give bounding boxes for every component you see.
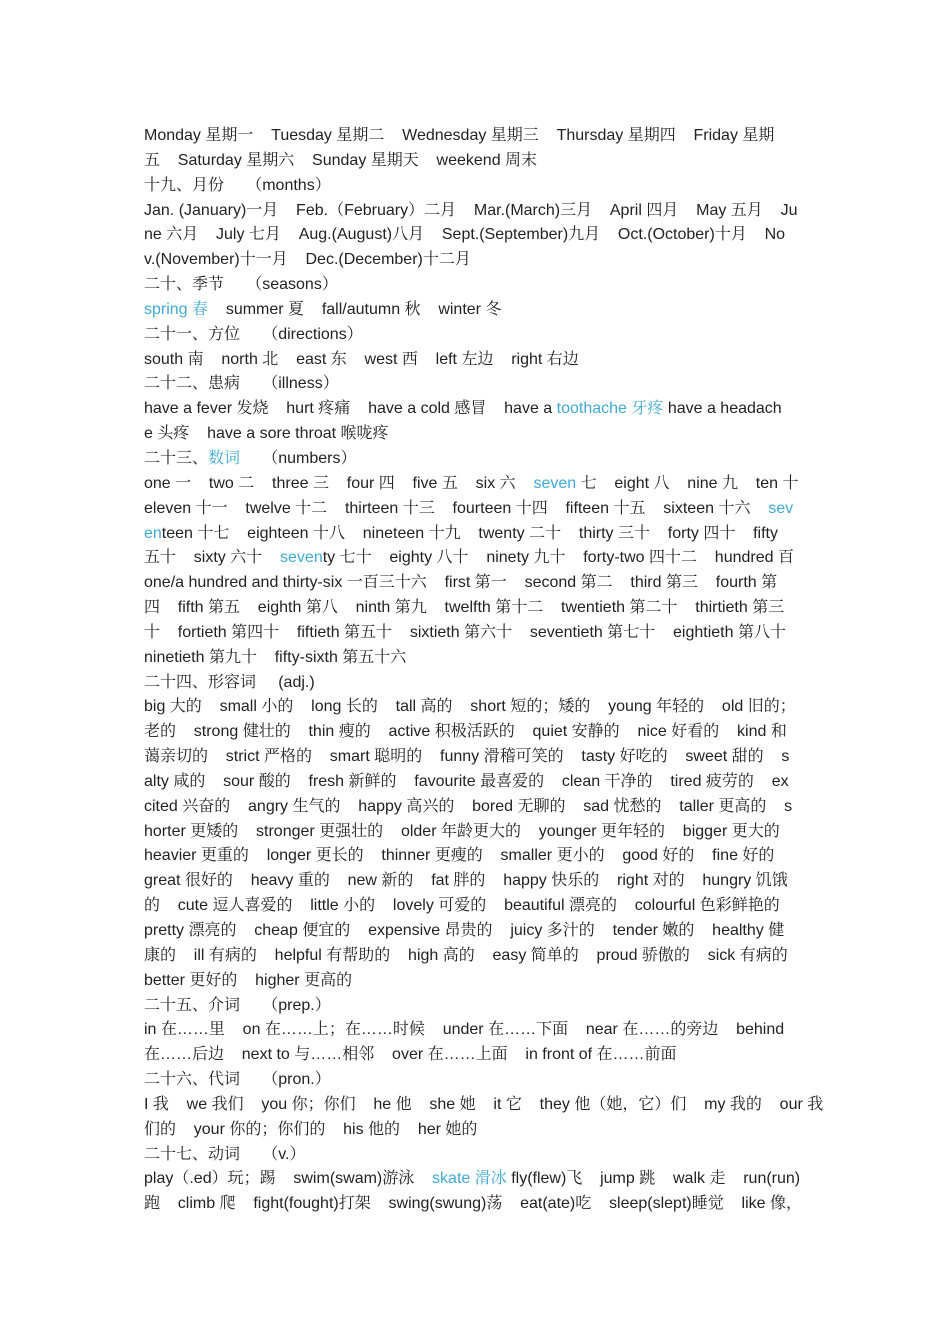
text-segment: v.(November)十一月 Dec.(December)十二月: [144, 251, 471, 269]
text-segment: south 南 north 北 east 东 west 西 left 左边 right 右边: [144, 350, 579, 368]
text-segment: eleven 十一 twelve 十二 thirteen 十三 fourteen 十四 fifteen 十五 sixteen 十六: [144, 499, 769, 517]
text-segment: have a fever 发烧 hurt 疼痛 have a cold 感冒 have a: [144, 400, 557, 418]
text-line: [144, 1192, 808, 1217]
text-line: [144, 969, 808, 994]
text-line: [144, 522, 808, 547]
highlighted-text: spring 春: [144, 300, 209, 318]
text-segment: have a headach: [663, 400, 782, 418]
text-line: [144, 149, 808, 174]
text-line: [144, 323, 808, 348]
text-segment: horter 更矮的 stronger 更强壮的 older 年龄更大的 younger 更年轻的 bigger 更大的: [144, 822, 780, 840]
text-segment: 二十四、形容词 (adj.): [144, 673, 315, 691]
text-segment: 康的 ill 有病的 helpful 有帮助的 high 高的 easy 简单的 proud 骄傲的 sick 有病的: [144, 946, 788, 964]
text-segment: alty 咸的 sour 酸的 fresh 新鲜的 favourite 最喜爱的 clean 干净的 tired 疲劳的 ex: [144, 772, 789, 790]
highlighted-text: skate 滑冰: [432, 1170, 507, 1188]
text-line: [144, 174, 808, 199]
text-line: [144, 422, 808, 447]
text-segment: I 我 we 我们 you 你；你们 he 他 she 她 it 它 they 他（她，它）们 my 我的 our 我: [144, 1095, 824, 1113]
text-segment: play（.ed）玩；踢 swim(swam)游泳: [144, 1170, 433, 1188]
text-segment: 二十六、代词 （pron.）: [144, 1071, 331, 1089]
text-segment: 二十二、患病 （illness）: [144, 375, 339, 393]
text-line: [144, 944, 808, 969]
text-line: [144, 372, 808, 397]
text-line: [144, 348, 808, 373]
text-segment: 五 Saturday 星期六 Sunday 星期天 weekend 周末: [144, 151, 538, 169]
text-line: [144, 472, 808, 497]
text-line: [144, 994, 808, 1019]
text-segment: e 头疼 have a sore throat 喉咙疼: [144, 425, 389, 443]
text-segment: 二十一、方位 （directions）: [144, 325, 363, 343]
text-line: [144, 124, 808, 149]
highlighted-text: sev: [768, 499, 794, 517]
highlighted-text: toothache 牙疼: [556, 400, 664, 418]
text-line: [144, 596, 808, 621]
text-segment: 在……后边 next to 与……相邻 over 在……上面 in front of 在……前面: [144, 1046, 677, 1064]
text-line: [144, 671, 808, 696]
text-segment: heavier 更重的 longer 更长的 thinner 更瘦的 smaller 更小的 good 好的 fine 好的: [144, 847, 775, 865]
text-line: [144, 1068, 808, 1093]
text-line: [144, 770, 808, 795]
text-line: [144, 571, 808, 596]
text-line: [144, 1093, 824, 1118]
text-segment: 的 cute 逗人喜爱的 little 小的 lovely 可爱的 beautiful 漂亮的 colourful 色彩鲜艳的: [144, 897, 780, 915]
text-line: [144, 199, 808, 224]
text-segment: ty 七十 eighty 八十 ninety 九十 forty-two 四十二 hundred 百: [322, 549, 794, 567]
text-segment: 们的 your 你的；你们的 his 他的 her 她的: [144, 1120, 478, 1138]
text-line: [144, 720, 808, 745]
highlighted-text: 数词: [208, 449, 241, 467]
text-segment: better 更好的 higher 更高的: [144, 971, 353, 989]
text-line: [144, 223, 808, 248]
text-line: [144, 795, 808, 820]
text-line: [144, 869, 808, 894]
text-segment: great 很好的 heavy 重的 new 新的 fat 胖的 happy 快乐的 right 对的 hungry 饥饿: [144, 872, 788, 890]
document-body: [144, 124, 824, 1217]
text-segment: 十九、月份 （months）: [144, 176, 331, 194]
text-line: [144, 298, 808, 323]
text-line: [144, 695, 808, 720]
text-line: [144, 745, 808, 770]
text-line: [144, 497, 808, 522]
text-segment: 老的 strong 健壮的 thin 瘦的 active 积极活跃的 quiet 安静的 nice 好看的 kind 和: [144, 723, 787, 741]
text-segment: 二十七、动词 （v.）: [144, 1145, 306, 1163]
text-line: [144, 919, 808, 944]
text-line: [144, 397, 808, 422]
text-segment: ninetieth 第九十 fifty-sixth 第五十六: [144, 648, 407, 666]
text-segment: big 大的 small 小的 long 长的 tall 高的 short 短的；矮的 young 年轻的 old 旧的；: [144, 698, 796, 716]
text-line: [144, 447, 808, 472]
text-segment: fly(flew)飞 jump 跳 walk 走 run(run): [506, 1170, 801, 1188]
text-line: [144, 1167, 808, 1192]
text-segment: teen 十七 eighteen 十八 nineteen 十九 twenty 二十 thirty 三十 forty 四十 fifty: [161, 524, 779, 542]
text-line: [144, 621, 808, 646]
text-line: [144, 1018, 808, 1043]
text-line: [144, 1143, 808, 1168]
text-segment: 二十五、介词 （prep.）: [144, 996, 331, 1014]
text-segment: 七 eight 八 nine 九 ten 十: [576, 474, 799, 492]
text-segment: ne 六月 July 七月 Aug.(August)八月 Sept.(September)九月 Oct.(October)十月 No: [144, 226, 786, 244]
text-segment: 跑 climb 爬 fight(fought)打架 swing(swung)荡 eat(ate)吃 sleep(slept)睡觉 like 像，: [144, 1195, 802, 1213]
text-line: [144, 1043, 808, 1068]
highlighted-text: seven: [533, 474, 577, 492]
text-segment: 二十、季节 （seasons）: [144, 276, 338, 294]
text-segment: Jan. (January)一月 Feb.（February）二月 Mar.(March)三月 April 四月 May 五月 Ju: [144, 201, 798, 219]
text-line: [144, 273, 808, 298]
text-segment: pretty 漂亮的 cheap 便宜的 expensive 昂贵的 juicy 多汁的 tender 嫩的 healthy 健: [144, 922, 785, 939]
text-segment: one 一 two 二 three 三 four 四 five 五 six 六: [144, 474, 534, 492]
text-segment: one/a hundred and thirty-six 一百三十六 first 第一 second 第二 third 第三 fourth 第: [144, 574, 778, 592]
text-line: [144, 248, 808, 273]
text-line: [144, 844, 808, 869]
highlighted-text: seven: [280, 549, 323, 567]
text-line: [144, 894, 808, 919]
text-segment: 二十三、: [144, 449, 209, 467]
text-line: [144, 820, 808, 845]
text-line: [144, 546, 808, 571]
text-segment: 五十 sixty 六十: [144, 549, 281, 567]
text-segment: （numbers）: [240, 449, 357, 467]
text-segment: cited 兴奋的 angry 生气的 happy 高兴的 bored 无聊的 sad 忧愁的 taller 更高的 s: [144, 797, 793, 815]
text-segment: 四 fifth 第五 eighth 第八 ninth 第九 twelfth 第十二 twentieth 第二十 thirtieth 第三: [144, 599, 785, 617]
text-segment: Monday 星期一 Tuesday 星期二 Wednesday 星期三 Thursday 星期四 Friday 星期: [144, 127, 775, 144]
text-segment: 蔼亲切的 strict 严格的 smart 聪明的 funny 滑稽可笑的 tasty 好吃的 sweet 甜的 s: [144, 748, 790, 766]
text-segment: summer 夏 fall/autumn 秋 winter 冬: [208, 300, 502, 318]
highlighted-text: en: [144, 524, 162, 542]
text-segment: 十 fortieth 第四十 fiftieth 第五十 sixtieth 第六十 seventieth 第七十 eightieth 第八十: [144, 623, 786, 641]
text-segment: in 在……里 on 在……上；在……时候 under 在……下面 near 在……的旁边 behind: [144, 1021, 785, 1039]
text-line: [144, 646, 808, 671]
text-line: [144, 1118, 808, 1143]
